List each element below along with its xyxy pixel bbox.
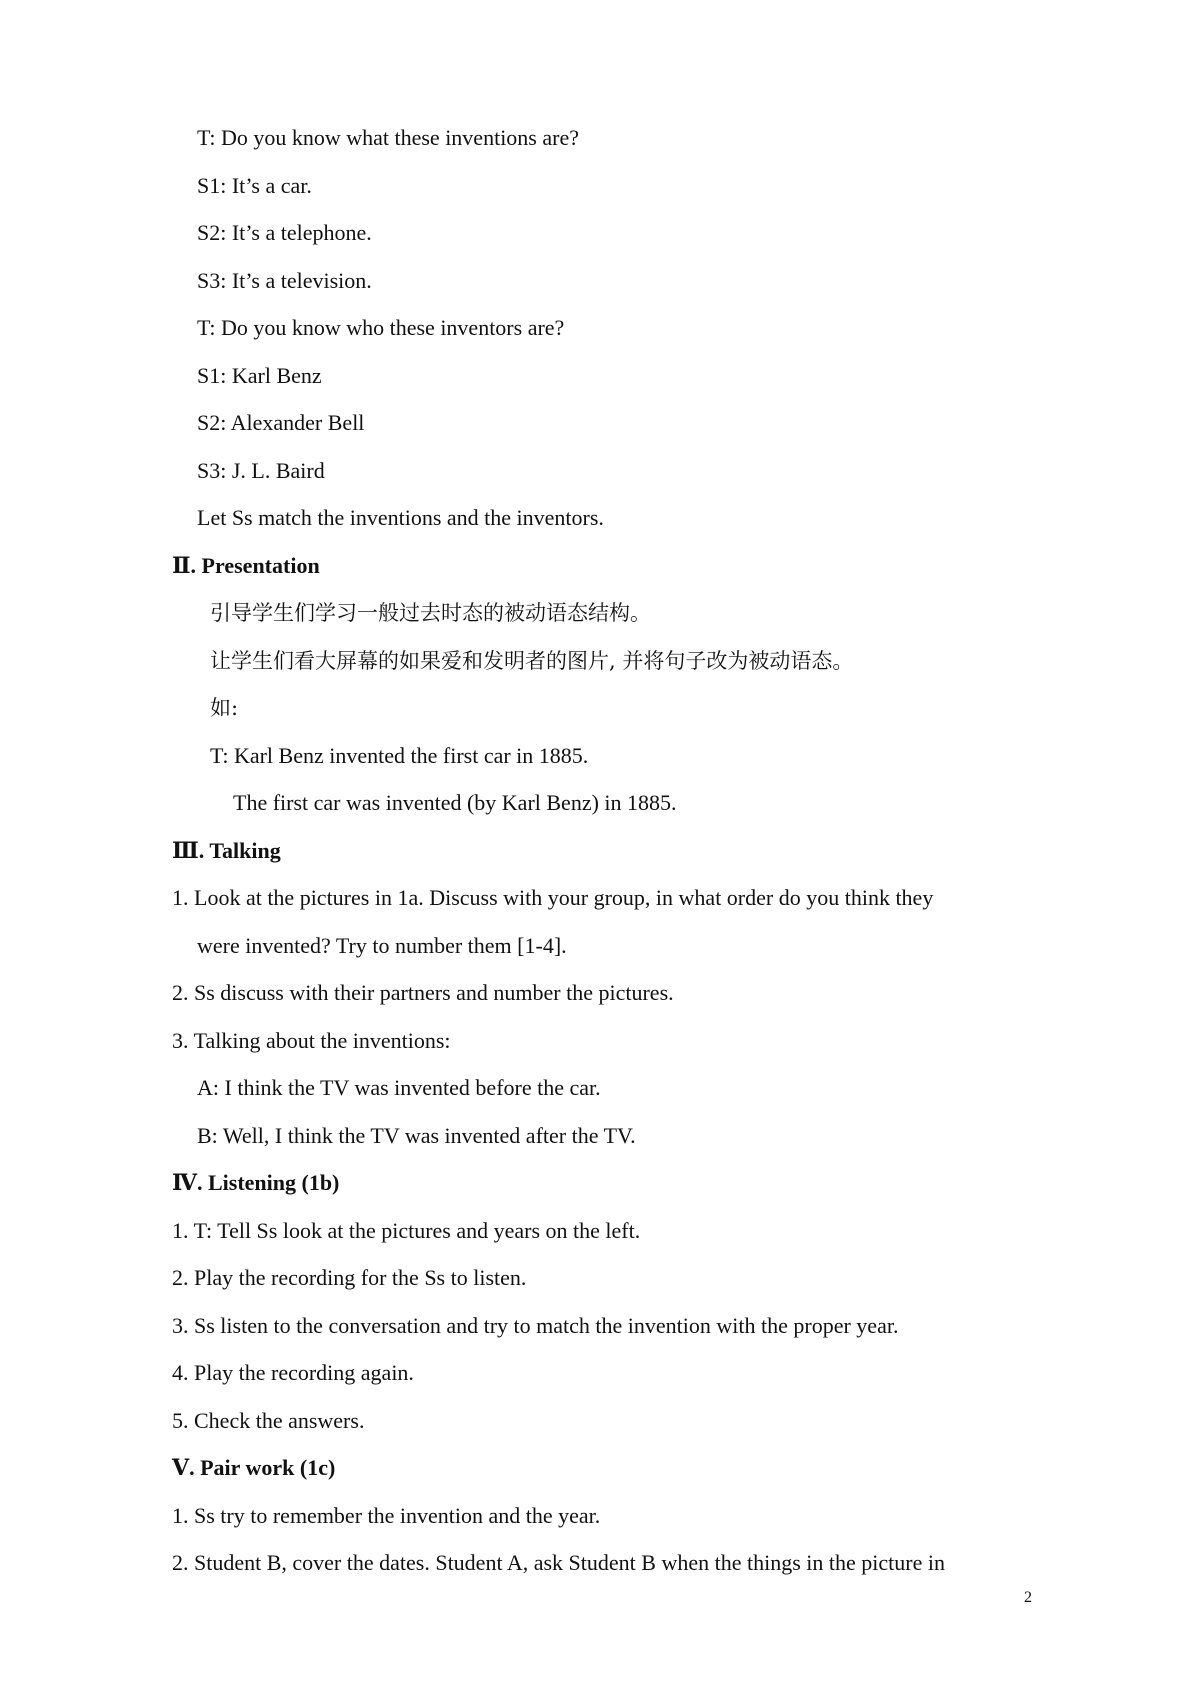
instruction-line: Let Ss match the inventions and the inventors. bbox=[197, 505, 604, 530]
section-heading-pairwork: Ⅴ. Pair work (1c) bbox=[172, 1455, 336, 1480]
listening-item-1: 1. T: Tell Ss look at the pictures and years on the left. bbox=[172, 1218, 641, 1243]
dialog-line-s4: S1: Karl Benz bbox=[197, 363, 322, 388]
page-number: 2 bbox=[1024, 1589, 1032, 1606]
talking-item-2: 2. Ss discuss with their partners and number the pictures. bbox=[172, 980, 674, 1005]
section-heading-talking: Ⅲ. Talking bbox=[172, 838, 281, 863]
section-heading-listening: Ⅳ. Listening (1b) bbox=[172, 1170, 340, 1195]
dialog-line-s5: S2: Alexander Bell bbox=[197, 410, 365, 435]
listening-item-2: 2. Play the recording for the Ss to listen. bbox=[172, 1265, 527, 1290]
chinese-instruction-3: 如: bbox=[210, 696, 239, 720]
example-passive-sentence: The first car was invented (by Karl Benz) in 1885. bbox=[233, 790, 677, 815]
example-active-sentence: T: Karl Benz invented the first car in 1885. bbox=[210, 743, 589, 768]
dialog-line-s2: S2: It’s a telephone. bbox=[197, 220, 372, 245]
talking-item-1a: 1. Look at the pictures in 1a. Discuss with your group, in what order do you think they bbox=[172, 885, 934, 910]
dialog-line-s3: S3: It’s a television. bbox=[197, 268, 372, 293]
talking-dialog-b: B: Well, I think the TV was invented after the TV. bbox=[197, 1123, 636, 1148]
chinese-instruction-2: 让学生们看大屏幕的如果爱和发明者的图片, 并将句子改为被动语态。 bbox=[210, 649, 854, 673]
dialog-line-t2: T: Do you know who these inventors are? bbox=[197, 315, 565, 340]
dialog-line-s6: S3: J. L. Baird bbox=[197, 458, 325, 483]
listening-item-3: 3. Ss listen to the conversation and try to match the invention with the proper year. bbox=[172, 1313, 899, 1338]
pairwork-item-1: 1. Ss try to remember the invention and the year. bbox=[172, 1503, 601, 1528]
talking-item-3: 3. Talking about the inventions: bbox=[172, 1028, 451, 1053]
listening-item-5: 5. Check the answers. bbox=[172, 1408, 365, 1433]
dialog-line-t1: T: Do you know what these inventions are? bbox=[197, 125, 579, 150]
dialog-line-s1: S1: It’s a car. bbox=[197, 173, 312, 198]
listening-item-4: 4. Play the recording again. bbox=[172, 1360, 414, 1385]
chinese-instruction-1: 引导学生们学习一般过去时态的被动语态结构。 bbox=[210, 601, 651, 625]
pairwork-item-2: 2. Student B, cover the dates. Student A, ask Student B when the things in the picture in bbox=[172, 1550, 945, 1575]
talking-item-1b: were invented? Try to number them [1-4]. bbox=[197, 933, 567, 958]
section-heading-presentation: Ⅱ. Presentation bbox=[172, 553, 320, 578]
talking-dialog-a: A: I think the TV was invented before the car. bbox=[197, 1075, 601, 1100]
